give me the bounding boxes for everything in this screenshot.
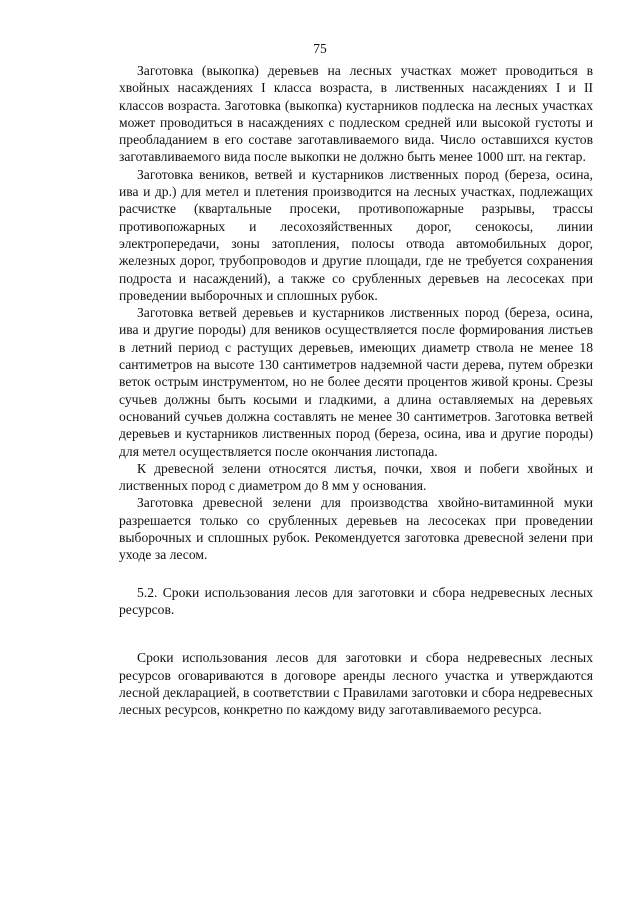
paragraph-tree-digging: Заготовка (выкопка) деревьев на лесных участках может проводиться в хвойных насаждениях I класса возраста, в лиственных насаждениях I и II классов возраста. Заготовка (выкопка) кустарников подлеска на лесных участках может проводиться в насаждениях с подлеском средней или высокой густоты и преобладанием в его составе заготавливаемого вида. Число оставшихся кустов заготавливаемого вида после выкопки не должно быть менее 1000 шт. на гектар. [119, 63, 593, 165]
document-body [119, 62, 593, 718]
page-number: 75 [313, 41, 327, 56]
paragraph-branch-harvesting: Заготовка ветвей деревьев и кустарников лиственных пород (береза, осина, ива и другие породы) для веников осуществляется после формирования листьев в летний период с растущих деревьев, имеющих диаметр ствола не менее 18 сантиметров на высоте 130 сантиметров надземной части дерева, путем обрезки веток острым инструментом, но не более десяти процентов живой кроны. Срезы сучьев должны быть косыми и гладкими, а длина оставляемых на деревьях оснований сучьев должна составлять не менее 30 сантиметров. Заготовка ветвей деревьев и кустарников лиственных пород (береза, осина, ива и другие породы) для метел осуществляется после окончания листопада. [119, 305, 593, 459]
paragraph-greenery-harvesting: Заготовка древесной зелени для производства хвойно-витаминной муки разрешается только со срубленных деревьев на лесосеках при проведении выборочных и сплошных рубок. Рекомендуется заготовка древесной зелени при уходе за лесом. [119, 495, 593, 563]
section-heading: 5.2. Сроки использования лесов для заготовки и сбора недревесных лесных ресурсов. [119, 584, 593, 617]
paragraph-usage-terms: Сроки использования лесов для заготовки и сбора недревесных лесных ресурсов оговариваются в договоре аренды лесного участка и утверждаются лесной декларацией, в соответствии с Правилами заготовки и сбора недревесных лесных ресурсов, конкретно по каждому виду заготавливаемого ресурса. [119, 650, 593, 718]
paragraph-greenery-definition: К древесной зелени относятся листья, почки, хвоя и побеги хвойных и лиственных пород с диаметром до 8 мм у основания. [119, 460, 593, 494]
paragraph-brooms-branches: Заготовка веников, ветвей и кустарников лиственных пород (береза, осина, ива и др.) для метел и плетения производится на лесных участках, подлежащих расчистке (квартальные просеки, противопожарные разрывы, трассы противопожарных и лесохозяйственных дорог, сенокосы, линии электропередачи, зоны затопления, полосы отвода автомобильных дорог, железных дорог, трубопроводов и другие площади, где не требуется сохранения подроста и насаждений), а также со срубленных деревьев на лесосеках при проведении выборочных и сплошных рубок. [119, 166, 593, 303]
